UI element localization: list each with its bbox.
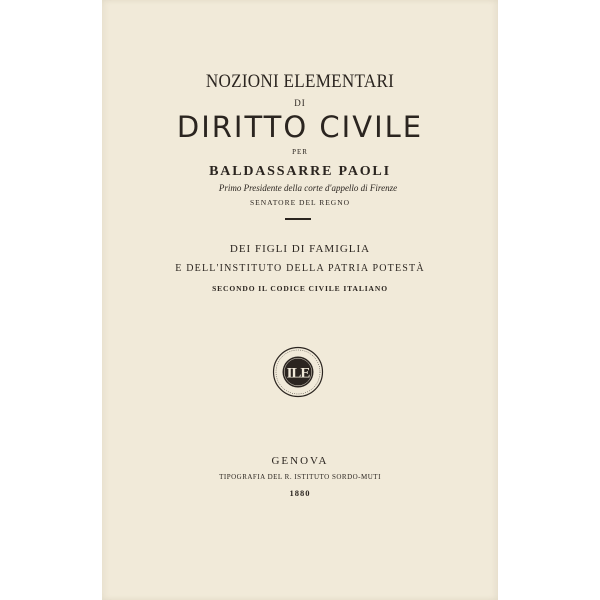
author-name: BALDASSARRE PAOLI bbox=[209, 164, 391, 179]
book-title-page bbox=[102, 0, 498, 600]
seal-letters: ILE bbox=[286, 365, 310, 382]
imprint-city: GENOVA bbox=[271, 455, 329, 467]
subtitle-line-2: E DELL'INSTITUTO DELLA PATRIA POTESTÀ bbox=[175, 263, 425, 274]
subtitle-line-1: DEI FIGLI DI FAMIGLIA bbox=[229, 243, 371, 255]
divider-rule bbox=[285, 218, 311, 220]
main-title: DIRITTO CIVILE bbox=[176, 110, 424, 144]
series-title: NOZIONI ELEMENTARI bbox=[205, 71, 395, 92]
author-role: Primo Presidente della corte d'appello di Firenze bbox=[218, 183, 398, 193]
printer-seal-icon bbox=[272, 346, 324, 398]
imprint-year: 1880 bbox=[289, 488, 311, 498]
author-title: SENATORE DEL REGNO bbox=[249, 198, 351, 207]
connector-per: PER bbox=[292, 148, 308, 156]
subtitle-line-3: SECONDO IL CODICE CIVILE ITALIANO bbox=[212, 284, 388, 293]
imprint-printer: TIPOGRAFIA DEL R. ISTITUTO SORDO-MUTI bbox=[219, 473, 381, 481]
connector-di: DI bbox=[294, 98, 306, 108]
